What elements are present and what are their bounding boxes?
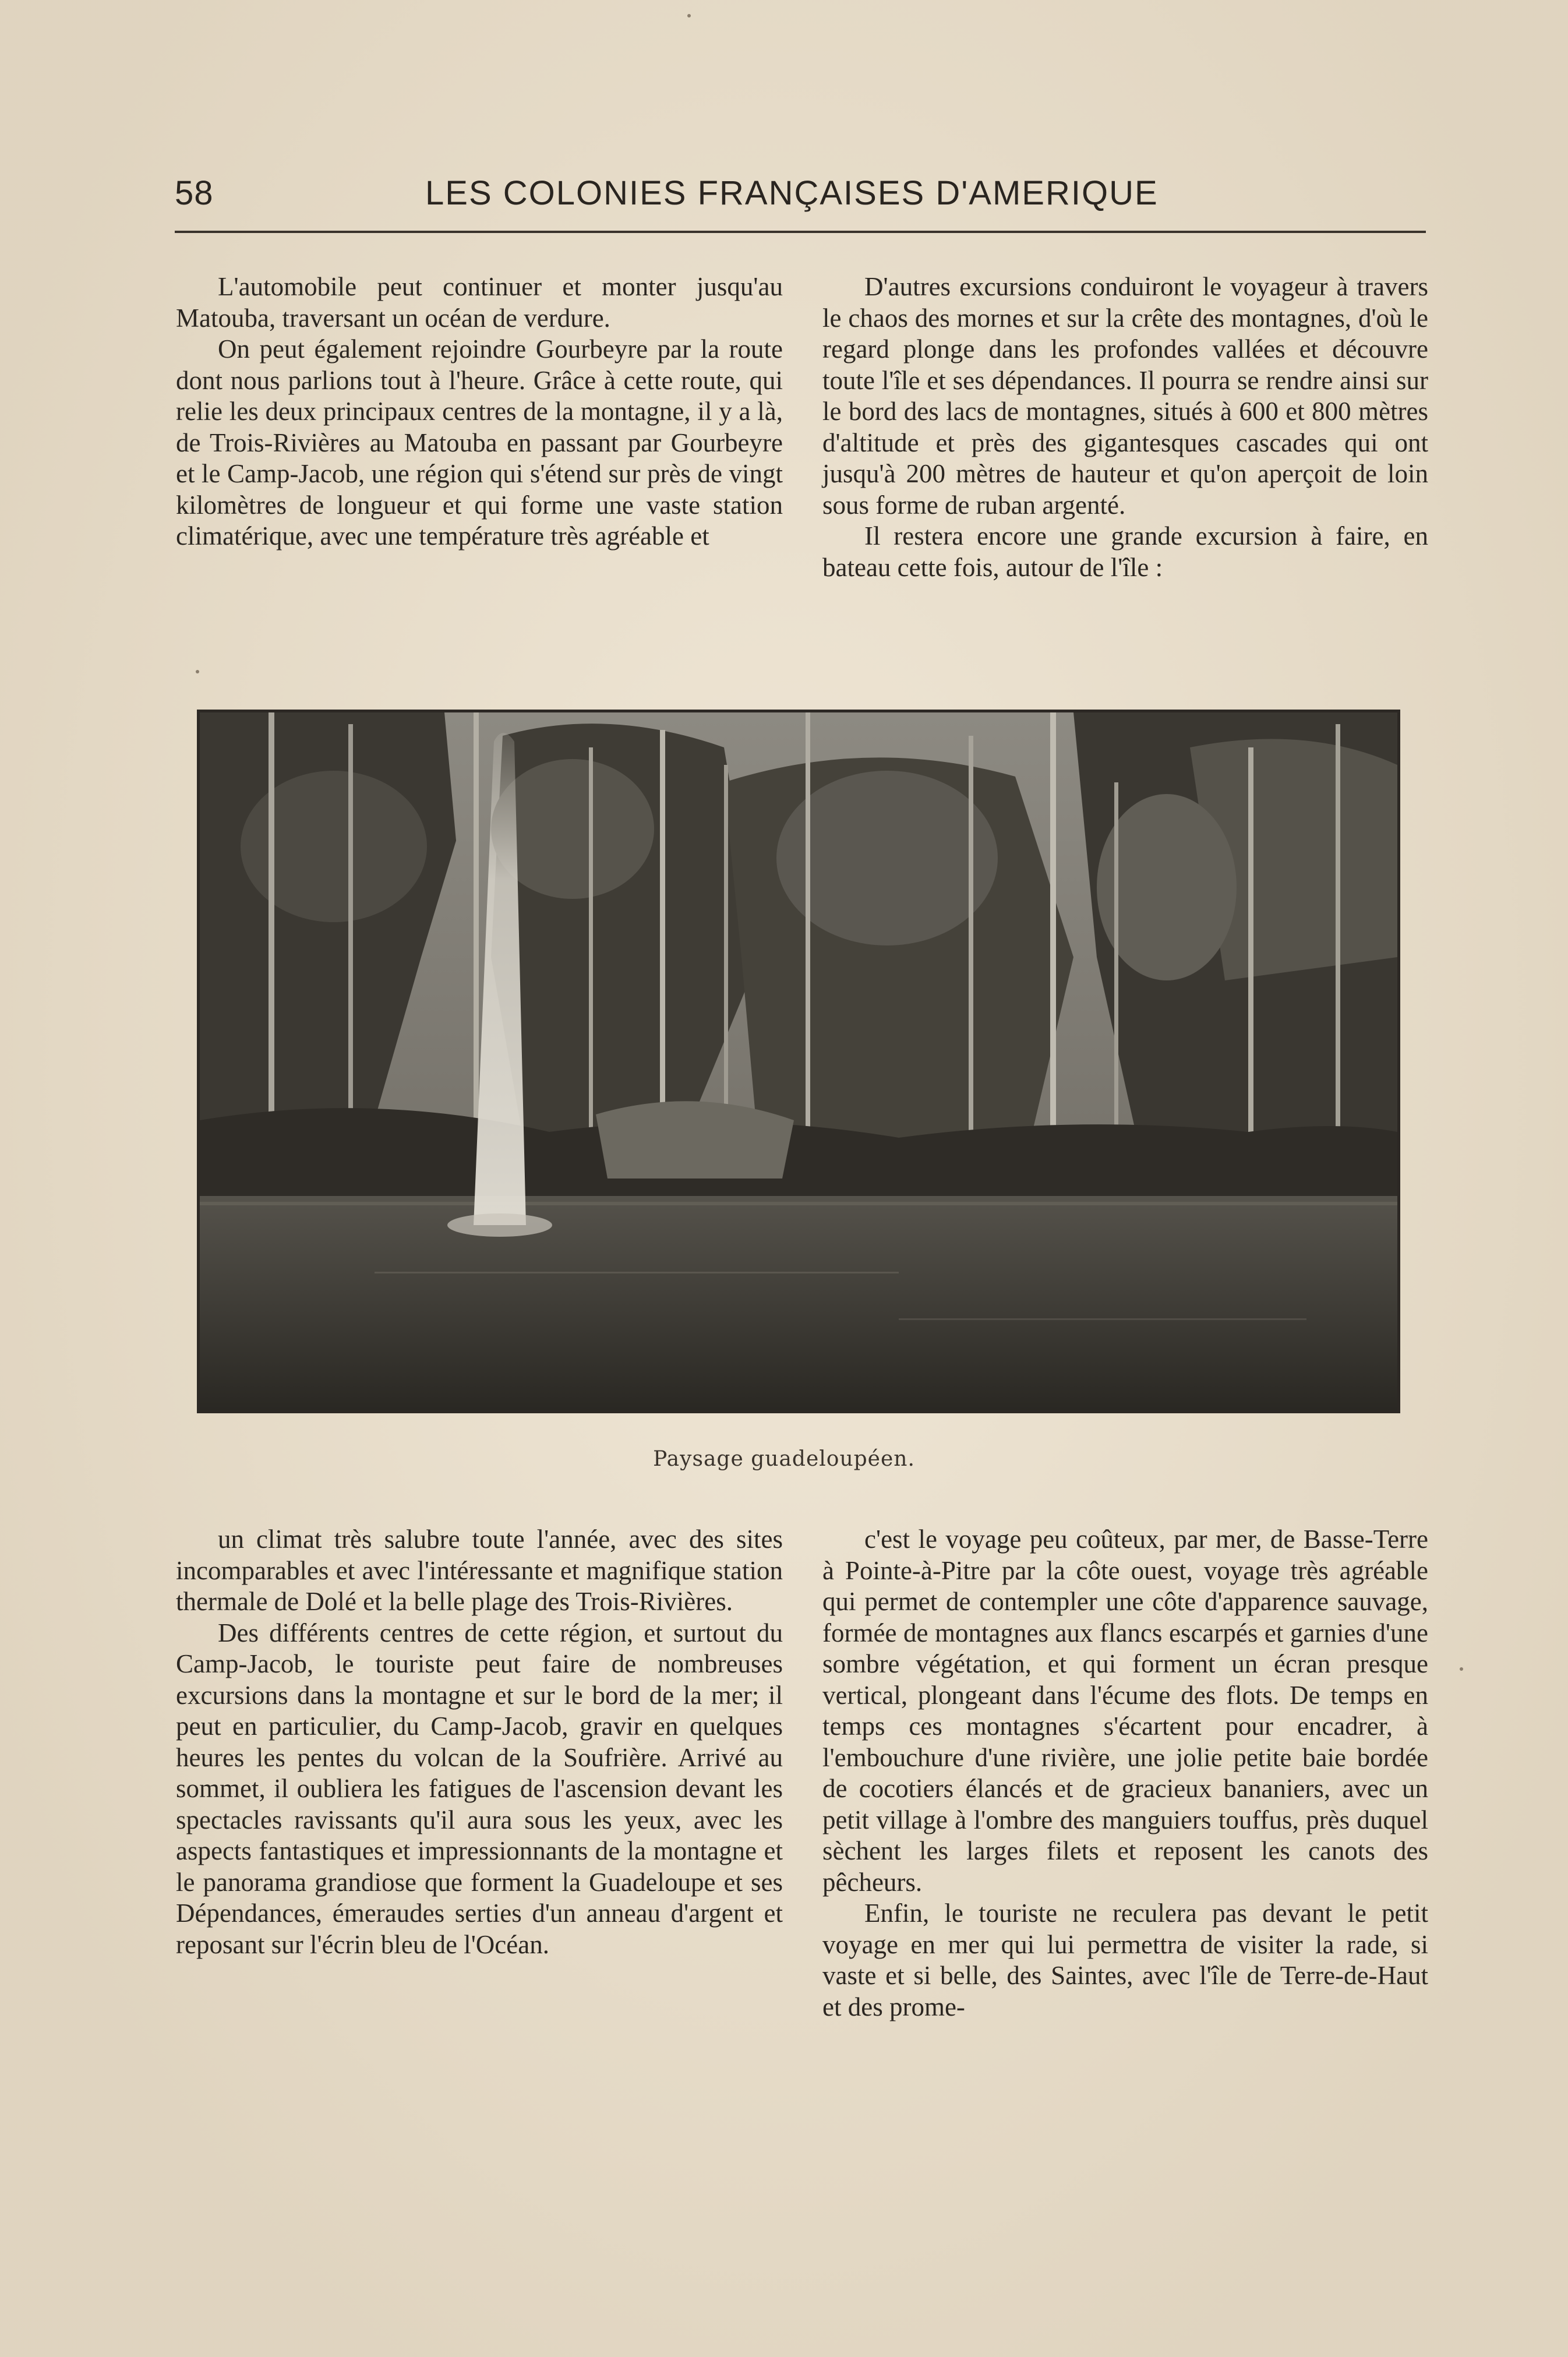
paper-speck bbox=[687, 14, 691, 17]
paragraph: Des différents centres de cette région, et surtout du Camp-Jacob, le touriste peut faire de nombreuses excursions dans la montagne et sur le bord de la mer; il peut en particulier, du Camp-Jacob, gravir en quelques heures les pentes du volcan de la Soufrière. Arrivé au sommet, il oubliera les fatigues de l'ascension devant les spectacles ravissants qu'il aura sous les yeux, avec les aspects fantastiques et impressionnants de la montagne et le panorama grandiose que forment la Guadeloupe et ses Dépendances, émeraudes serties d'un anneau d'argent et reposant sur l'écrin bleu de l'Océan. bbox=[176, 1618, 783, 1959]
paragraph: Enfin, le touriste ne reculera pas devant le petit voyage en mer qui lui permettra de visiter la rade, si vaste et si belle, des Saintes, avec l'île de Terre-de-Haut et des prome- bbox=[822, 1899, 1428, 2021]
paragraph: L'automobile peut continuer et monter jusqu'au Matouba, traversant un océan de verdure. bbox=[176, 272, 783, 333]
page-number: 58 bbox=[175, 174, 214, 212]
page-header bbox=[175, 174, 1427, 232]
running-title: LES COLONIES FRANÇAISES D'AMERIQUE bbox=[425, 174, 1159, 212]
photograph-image bbox=[200, 712, 1397, 1410]
paragraph: un climat très salubre toute l'année, avec des sites incomparables et avec l'intéressante et magnifique station thermale de Dolé et la belle plage des Trois-Rivières. bbox=[176, 1525, 783, 1616]
paragraph: D'autres excursions conduiront le voyageur à travers le chaos des mornes et sur la crête des montagnes, d'où le regard plonge dans les profondes vallées et découvre toute l'île et ses dépendances. Il pourra se rendre ainsi sur le bord des lacs de montagnes, situés à 600 et 800 mètres d'altitude et près des gigantesques cascades qui ont jusqu'à 200 mètres de hauteur et qu'on aperçoit de loin sous forme de ruban argenté. bbox=[822, 272, 1428, 520]
landscape-photograph bbox=[197, 710, 1400, 1413]
column-bottom-left bbox=[176, 1524, 783, 1960]
column-bottom-right bbox=[822, 1524, 1428, 2023]
paper-speck bbox=[1460, 1667, 1463, 1671]
column-top-right bbox=[822, 271, 1428, 583]
paragraph: On peut également rejoindre Gourbeyre par la route dont nous parlions tout à l'heure. Grâce à cette route, qui relie les deux principaux centres de la montagne, il y a là, de Trois-Rivières au Matouba en passant par Gourbeyre et le Camp-Jacob, une région qui s'étend sur près de vingt kilomètres de longueur et qui forme une vaste station climatérique, avec une température très agréable et bbox=[176, 334, 783, 551]
paper-speck bbox=[196, 670, 199, 673]
paragraph: c'est le voyage peu coûteux, par mer, de Basse-Terre à Pointe-à-Pitre par la côte ouest, voyage très agréable qui permet de contempler une côte d'apparence sauvage, formée de montagnes aux flancs escarpés et garnies d'une sombre végétation, et qui forment un écran presque vertical, plongeant dans l'écume des flots. De temps en temps ces montagnes s'écartent pour encadrer, à l'embouchure d'une rivière, une jolie petite baie bordée de cocotiers élancés et de gracieux bananiers, avec un petit village à l'ombre des manguiers touffus, près duquel sèchent les larges filets et reposent les canots des pêcheurs. bbox=[822, 1525, 1428, 1897]
header-rule bbox=[175, 231, 1426, 233]
figure-caption: Paysage guadeloupéen. bbox=[653, 1447, 915, 1471]
column-top-left bbox=[176, 271, 783, 552]
paragraph: Il restera encore une grande excursion à faire, en bateau cette fois, autour de l'île : bbox=[822, 521, 1428, 582]
